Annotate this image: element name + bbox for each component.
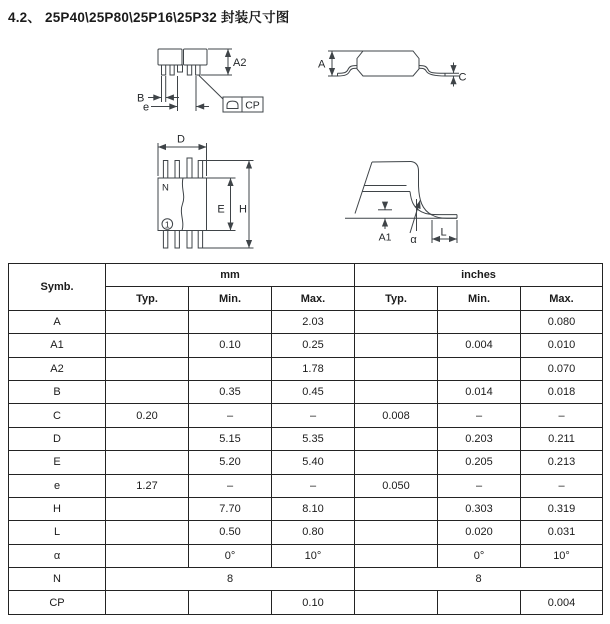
value-cell bbox=[106, 310, 189, 333]
table-row bbox=[9, 544, 603, 567]
value-cell: 0.205 bbox=[438, 451, 521, 474]
value-cell: 10° bbox=[521, 544, 603, 567]
symbol-cell: L bbox=[9, 521, 106, 544]
pin1-marker-label: 1 bbox=[164, 219, 170, 230]
value-cell bbox=[355, 380, 438, 403]
value-cell: 0.020 bbox=[438, 521, 521, 544]
value-cell: 0.80 bbox=[272, 521, 355, 544]
value-cell-inches-merged: 8 bbox=[355, 568, 603, 591]
dim-label-h: H bbox=[239, 203, 247, 216]
value-cell: 1.78 bbox=[272, 357, 355, 380]
value-cell: – bbox=[272, 404, 355, 427]
symbol-cell: E bbox=[9, 451, 106, 474]
symbol-cell: B bbox=[9, 380, 106, 403]
value-cell: 0.319 bbox=[521, 497, 603, 520]
value-cell bbox=[106, 497, 189, 520]
value-cell: 0.10 bbox=[189, 334, 272, 357]
value-cell: 0.031 bbox=[521, 521, 603, 544]
value-cell: 0.10 bbox=[272, 591, 355, 614]
header-mm-min: Min. bbox=[189, 287, 272, 310]
value-cell bbox=[355, 521, 438, 544]
value-cell bbox=[355, 427, 438, 450]
table-row bbox=[9, 404, 603, 427]
value-cell bbox=[189, 310, 272, 333]
package-side-view-diagram bbox=[318, 51, 467, 87]
value-cell: 0.080 bbox=[521, 310, 603, 333]
header-inches: inches bbox=[355, 264, 603, 287]
header-symb: Symb. bbox=[9, 264, 106, 311]
value-cell bbox=[438, 591, 521, 614]
table-row bbox=[9, 357, 603, 380]
dimension-table bbox=[8, 263, 603, 615]
value-cell: 0.211 bbox=[521, 427, 603, 450]
value-cell: 0° bbox=[438, 544, 521, 567]
dim-label-alpha: α bbox=[410, 234, 417, 246]
symbol-cell: α bbox=[9, 544, 106, 567]
table-row bbox=[9, 521, 603, 544]
header-in-max: Max. bbox=[521, 287, 603, 310]
value-cell: – bbox=[189, 474, 272, 497]
dim-label-a2: A2 bbox=[233, 57, 247, 69]
page-title: 4.2、 25P40\25P80\25P16\25P32 封装尺寸图 bbox=[8, 10, 290, 25]
value-cell: 5.15 bbox=[189, 427, 272, 450]
dim-label-a: A bbox=[318, 58, 326, 71]
value-cell: 7.70 bbox=[189, 497, 272, 520]
value-cell: 0.050 bbox=[355, 474, 438, 497]
symbol-cell: CP bbox=[9, 591, 106, 614]
dim-label-e-body: E bbox=[217, 203, 225, 216]
dim-label-b: B bbox=[137, 92, 145, 105]
table-row bbox=[9, 427, 603, 450]
symbol-cell: D bbox=[9, 427, 106, 450]
value-cell: 0.010 bbox=[521, 334, 603, 357]
value-cell: 0.004 bbox=[438, 334, 521, 357]
value-cell bbox=[106, 544, 189, 567]
value-cell bbox=[438, 310, 521, 333]
value-cell: 8.10 bbox=[272, 497, 355, 520]
value-cell: 0° bbox=[189, 544, 272, 567]
header-in-typ: Typ. bbox=[355, 287, 438, 310]
value-cell: – bbox=[189, 404, 272, 427]
table-row bbox=[9, 451, 603, 474]
value-cell: 0.25 bbox=[272, 334, 355, 357]
value-cell: 5.35 bbox=[272, 427, 355, 450]
value-cell: 5.20 bbox=[189, 451, 272, 474]
value-cell bbox=[106, 334, 189, 357]
pin-count-label: N bbox=[162, 182, 169, 194]
header-mm-typ: Typ. bbox=[106, 287, 189, 310]
table-row bbox=[9, 380, 603, 403]
table-row bbox=[9, 591, 603, 614]
symbol-cell: N bbox=[9, 568, 106, 591]
value-cell: 10° bbox=[272, 544, 355, 567]
package-top-view-diagram bbox=[158, 134, 254, 249]
value-cell: 0.203 bbox=[438, 427, 521, 450]
value-cell: – bbox=[438, 474, 521, 497]
value-cell bbox=[355, 544, 438, 567]
value-cell bbox=[106, 427, 189, 450]
value-cell bbox=[189, 591, 272, 614]
symbol-cell: A bbox=[9, 310, 106, 333]
value-cell bbox=[355, 591, 438, 614]
value-cell bbox=[106, 591, 189, 614]
package-end-view-diagram bbox=[137, 49, 263, 114]
symbol-cell: H bbox=[9, 497, 106, 520]
value-cell: 0.018 bbox=[521, 380, 603, 403]
symbol-cell: C bbox=[9, 404, 106, 427]
value-cell bbox=[355, 357, 438, 380]
value-cell: 0.35 bbox=[189, 380, 272, 403]
value-cell: 0.004 bbox=[521, 591, 603, 614]
value-cell: 0.50 bbox=[189, 521, 272, 544]
value-cell: 1.27 bbox=[106, 474, 189, 497]
value-cell: 5.40 bbox=[272, 451, 355, 474]
symbol-cell: A1 bbox=[9, 334, 106, 357]
value-cell bbox=[106, 380, 189, 403]
value-cell bbox=[106, 521, 189, 544]
table-header-row-units bbox=[9, 264, 603, 287]
package-dimension-drawings bbox=[0, 0, 610, 260]
table-row bbox=[9, 310, 603, 333]
value-cell: 0.213 bbox=[521, 451, 603, 474]
header-mm: mm bbox=[106, 264, 355, 287]
dim-label-e-pitch: e bbox=[143, 101, 150, 114]
dim-label-c: C bbox=[458, 71, 467, 84]
symbol-cell: A2 bbox=[9, 357, 106, 380]
value-cell-mm-merged: 8 bbox=[106, 568, 355, 591]
value-cell: 0.303 bbox=[438, 497, 521, 520]
dim-label-cp: CP bbox=[245, 99, 260, 112]
value-cell: 0.070 bbox=[521, 357, 603, 380]
value-cell: – bbox=[521, 474, 603, 497]
value-cell: 2.03 bbox=[272, 310, 355, 333]
dim-label-a1: A1 bbox=[378, 231, 392, 244]
symbol-cell: e bbox=[9, 474, 106, 497]
table-row-n-merged bbox=[9, 568, 603, 591]
value-cell bbox=[106, 357, 189, 380]
value-cell bbox=[106, 451, 189, 474]
value-cell bbox=[355, 310, 438, 333]
header-in-min: Min. bbox=[438, 287, 521, 310]
table-row bbox=[9, 474, 603, 497]
header-mm-max: Max. bbox=[272, 287, 355, 310]
value-cell: 0.45 bbox=[272, 380, 355, 403]
value-cell: – bbox=[521, 404, 603, 427]
value-cell bbox=[355, 334, 438, 357]
value-cell: – bbox=[438, 404, 521, 427]
dim-label-d: D bbox=[177, 133, 185, 146]
value-cell: 0.008 bbox=[355, 404, 438, 427]
value-cell bbox=[438, 357, 521, 380]
value-cell bbox=[189, 357, 272, 380]
value-cell bbox=[355, 451, 438, 474]
dim-label-l: L bbox=[440, 226, 447, 239]
value-cell bbox=[355, 497, 438, 520]
lead-detail-diagram bbox=[345, 162, 457, 247]
table-row bbox=[9, 334, 603, 357]
value-cell: 0.20 bbox=[106, 404, 189, 427]
value-cell: – bbox=[272, 474, 355, 497]
value-cell: 0.014 bbox=[438, 380, 521, 403]
table-row bbox=[9, 497, 603, 520]
